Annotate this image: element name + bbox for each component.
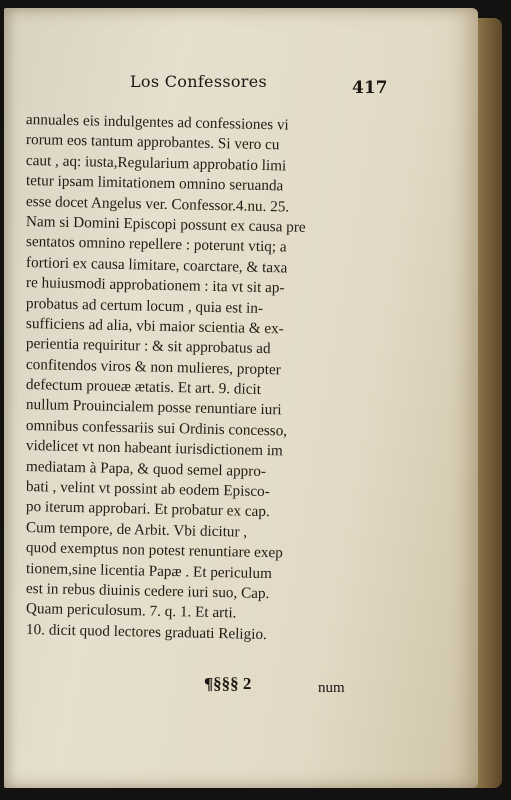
running-head: Los Confessores [130,72,268,91]
text-line: Nam si Domini Episcopi possunt ex causa pre [25,212,306,236]
text-line: Cum tempore, de Arbit. Vbi dicitur , [25,518,248,541]
text-line: caut , aq: iusta,Regularium approbatio limi [25,151,287,175]
text-line: fortiori ex causa limitare, coarctare, & taxa [25,253,288,277]
text-line: bati , velint vt possint ab eodem Episco- [25,478,270,501]
body-text [25,110,396,643]
text-line: tetur ipsam limitationem omnino seruanda [25,172,284,195]
text-line: mediatam à Papa, & quod semel appro- [25,457,267,480]
text-line: confitendos viros & non mulieres, propter [25,355,281,379]
signature-mark: ¶§§§ 2 [204,674,252,693]
text-line: annuales eis indulgentes ad confessiones vi [25,111,289,134]
text-line: sentatos omnino repellere : poterunt vtiq; a [25,233,287,256]
page-number: 417 [352,78,388,98]
text-line: rorum eos tantum approbantes. Si vero cu [25,131,280,154]
text-line: re huiusmodi approbationem : ita vt sit ap- [25,274,285,297]
catchword: num [318,680,345,696]
text-line: esse docet Angelus ver. Confessor.4.nu. 25. [25,192,290,216]
text-line: nullum Prouincialem posse renuntiare iuri [25,396,282,419]
text-line: po iterum approbari. Et probatur ex cap. [25,498,270,521]
text-line: quod exemptus non potest renuntiare exep [25,539,283,562]
book-page [4,8,478,788]
text-line: probatus ad certum locum , quia est in- [25,294,264,317]
text-line: defectum proueæ ætatis. Et art. 9. dicit [25,376,262,398]
text-line: videlicet vt non habeant iurisdictionem im [25,437,284,460]
text-line: sufficiens ad alia, vbi maior scientia & ex- [25,314,284,338]
text-line: Quam periculosum. 7. q. 1. Et arti. [25,600,237,622]
text-line: 10. dicit quod lectores graduati Religio. [25,620,267,643]
text-line: tionem,sine licentia Papæ . Et periculum [25,559,273,582]
text-line: omnibus confessariis sui Ordinis concesso, [25,416,288,440]
text-line: perientia requiritur : & sit approbatus ad [25,335,271,358]
text-line: est in rebus diuinis cedere iuri suo, Cap. [25,579,270,603]
